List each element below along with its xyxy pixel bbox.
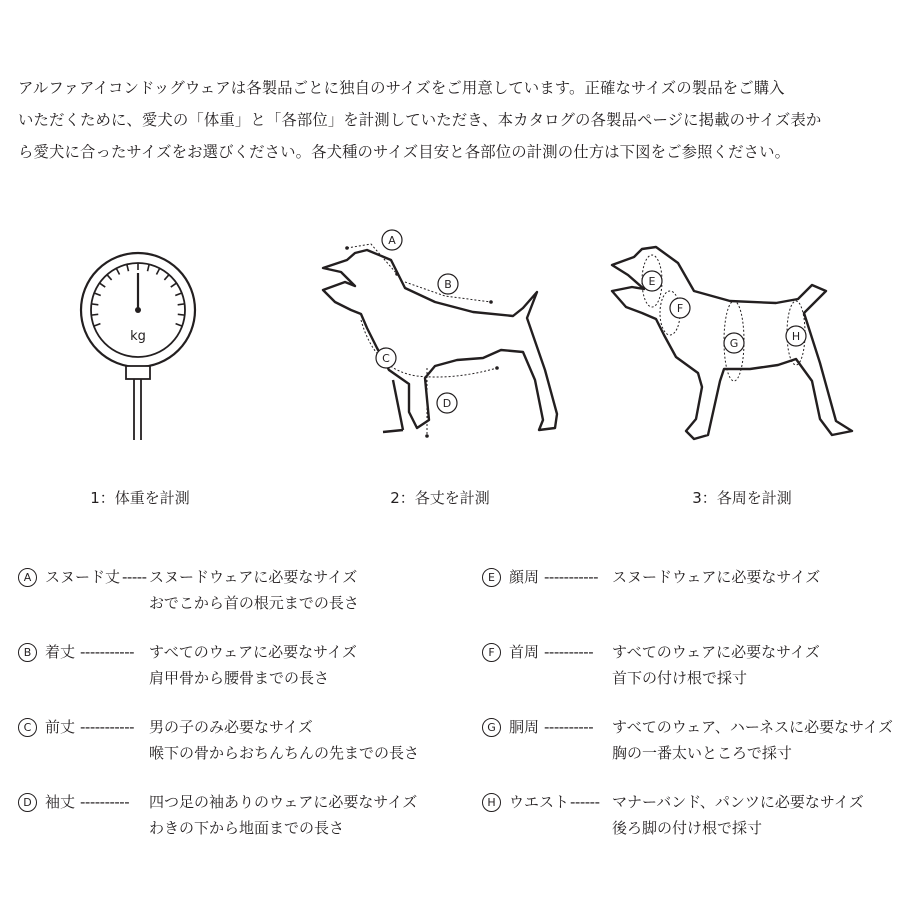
scale-tick	[176, 324, 183, 326]
intro-paragraph	[18, 72, 908, 168]
caption-length: 2：各丈を計測	[390, 489, 490, 507]
legend-badge-f: F	[482, 643, 501, 662]
legend-desc-d: 四つ足の袖ありのウェアに必要なサイズ	[149, 793, 418, 811]
legend-dash-a: -----	[122, 568, 147, 586]
legend-item-c	[18, 714, 458, 766]
legend-item-b	[18, 639, 458, 691]
scale-tick	[94, 324, 101, 326]
legend-item-a	[18, 564, 458, 616]
legend-badge-c: C	[18, 718, 37, 737]
marker-a	[382, 230, 402, 250]
marker-c	[376, 348, 396, 368]
legend-term-d: 袖丈	[45, 793, 76, 811]
marker-f	[670, 298, 690, 318]
marker-d-label: D	[442, 397, 452, 410]
marker-f-label: F	[676, 302, 684, 315]
scale-tick	[91, 304, 98, 305]
legend-dash-g: ----------	[544, 718, 594, 736]
scale-tick	[107, 275, 112, 280]
marker-b	[438, 274, 458, 294]
scale-tick	[116, 268, 119, 274]
legend-item-f	[482, 639, 912, 691]
scale-tick	[127, 264, 129, 271]
legend-desc-c: 男の子のみ必要なサイズ	[149, 718, 313, 736]
scale-tick	[94, 293, 101, 296]
dog-side-leg-line-2	[383, 430, 403, 432]
legend-desc2-d: わきの下から地面までの長さ	[149, 819, 345, 837]
caption-weight: 1：体重を計測	[90, 489, 190, 507]
legend-badge-b: B	[18, 643, 37, 662]
scale-tick	[148, 264, 150, 271]
legend-badge-d: D	[18, 793, 37, 812]
intro-line-1: アルファアイコンドッグウェアは各製品ごとに独自のサイズをご用意しています。正確なサイズの製品をご購入	[18, 79, 785, 97]
legend-desc2-a: おでこから首の根元までの長さ	[149, 594, 359, 612]
legend-dash-h: ------	[570, 793, 600, 811]
legend-desc2-f: 首下の付け根で採寸	[612, 669, 748, 687]
legend-dash-e: -----------	[544, 568, 599, 586]
scale-tick	[91, 314, 98, 315]
legend-term-f: 首周	[509, 643, 540, 661]
scale-tick	[175, 293, 182, 296]
legend-badge-g: G	[482, 718, 501, 737]
marker-e-label: E	[648, 275, 656, 288]
legend-dash-c: -----------	[80, 718, 135, 736]
legend-desc-e: スヌードウェアに必要なサイズ	[612, 568, 821, 586]
legend-term-b: 着丈	[45, 643, 76, 661]
legend-desc-f: すべてのウェアに必要なサイズ	[612, 643, 820, 661]
marker-a-label: A	[388, 234, 396, 247]
scale-tick	[156, 268, 159, 274]
marker-h-label: H	[791, 330, 801, 343]
legend-desc-g: すべてのウェア、ハーネスに必要なサイズ	[612, 718, 893, 736]
dog-girth-illustration	[598, 235, 868, 450]
caption-girth: 3：各周を計測	[692, 489, 792, 507]
legend-desc2-h: 後ろ脚の付け根で採寸	[612, 819, 763, 837]
legend-badge-h: H	[482, 793, 501, 812]
legend-term-h: ウエスト	[509, 793, 570, 811]
legend-term-c: 前丈	[45, 718, 76, 736]
marker-h	[786, 326, 806, 346]
scale-tick	[178, 314, 185, 315]
legend-desc2-b: 肩甲骨から腰骨までの長さ	[149, 669, 330, 687]
scale-tick	[178, 304, 185, 305]
scale-unit-label: kg	[130, 329, 146, 344]
legend-desc2-g: 胸の一番太いところで採寸	[612, 744, 792, 762]
intro-line-3: ら愛犬に合ったサイズをお選びください。各犬種のサイズ目安と各部位の計測の仕方は下図をご参照ください。	[18, 143, 791, 161]
scale-needle-hub	[135, 307, 141, 313]
marker-c-label: C	[382, 352, 390, 365]
legend-badge-a: A	[18, 568, 37, 587]
legend-item-e	[482, 564, 912, 616]
marker-d	[437, 393, 457, 413]
legend-desc-b: すべてのウェアに必要なサイズ	[149, 643, 357, 661]
legend-item-h	[482, 789, 912, 841]
legend-dash-d: ----------	[80, 793, 130, 811]
legend-term-a: スヌード丈	[45, 568, 121, 586]
legend-item-d	[18, 789, 458, 841]
scale-illustration	[78, 250, 208, 450]
legend-item-g	[482, 714, 912, 766]
scale-base	[126, 366, 150, 379]
marker-b-label: B	[444, 278, 452, 291]
scale-tick	[164, 275, 169, 280]
marker-g	[724, 333, 744, 353]
marker-e	[642, 271, 662, 291]
legend-term-g: 胴周	[509, 718, 540, 736]
scale-tick	[171, 283, 177, 287]
legend-desc-h: マナーバンド、パンツに必要なサイズ	[612, 793, 864, 811]
intro-line-2: いただくために、愛犬の「体重」と「各部位」を計測していただき、本カタログの各製品ページに掲載のサイズ表か	[18, 111, 822, 129]
legend-dash-b: -----------	[80, 643, 135, 661]
legend-desc2-c: 喉下の骨からおちんちんの先までの長さ	[149, 744, 420, 762]
legend-dash-f: ----------	[544, 643, 594, 661]
legend-badge-e: E	[482, 568, 501, 587]
scale-tick	[99, 283, 105, 287]
legend-term-e: 顔周	[509, 568, 540, 586]
dog-side-leg-line	[393, 380, 403, 430]
dog-length-illustration	[305, 220, 575, 450]
legend-desc-a: スヌードウェアに必要なサイズ	[149, 568, 358, 586]
marker-g-label: G	[729, 337, 739, 350]
